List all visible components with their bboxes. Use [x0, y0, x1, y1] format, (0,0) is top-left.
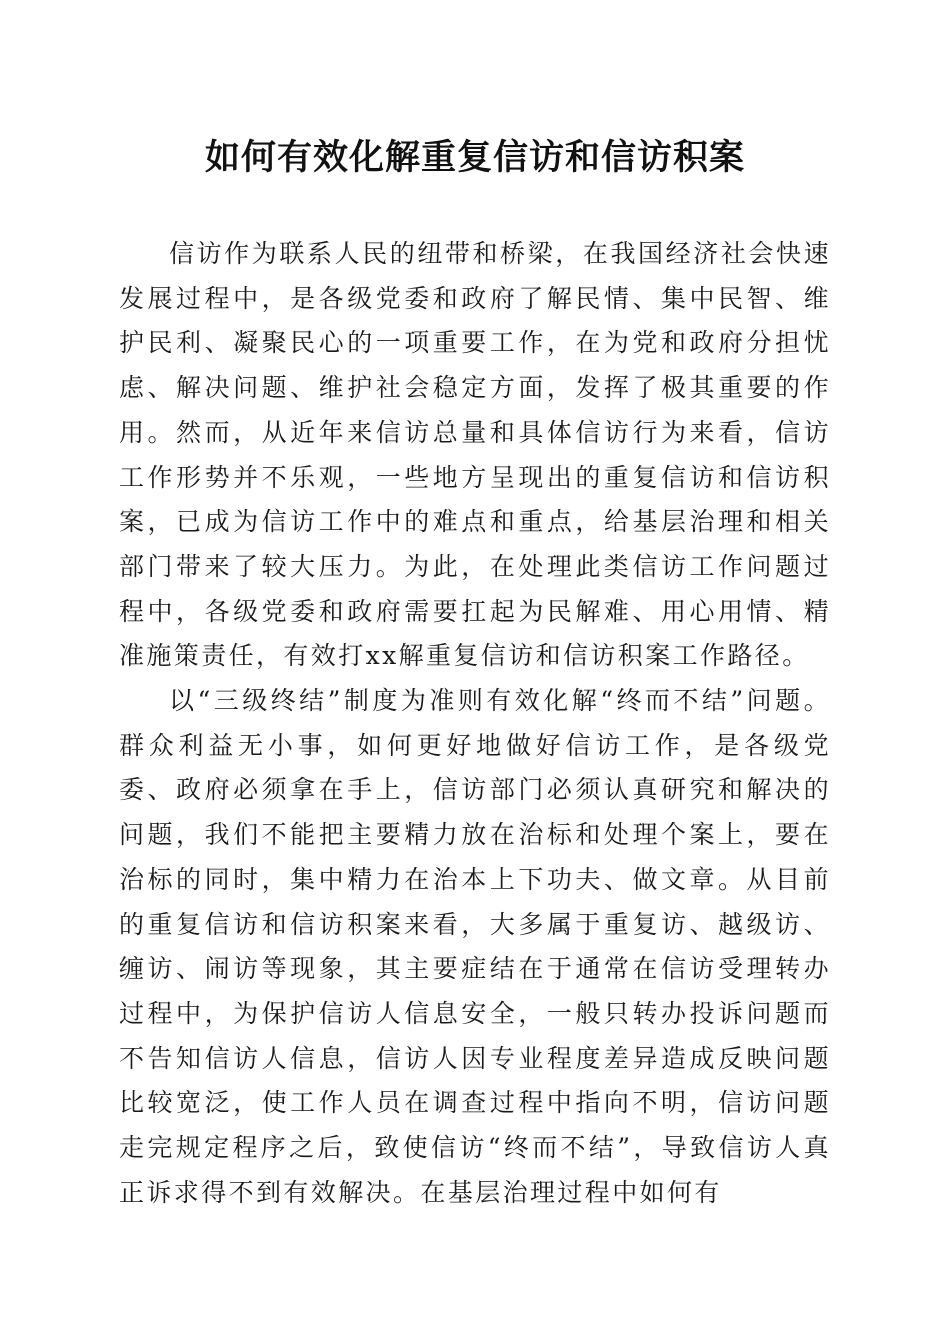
- document-body: [119, 232, 831, 1215]
- paragraph-2: 以“三级终结”制度为准则有效化解“终而不结”问题。群众利益无小事，如何更好地做好信访工作，是各级党委、政府必须拿在手上，信访部门必须认真研究和解决的问题，我们不能把主要精力放在治标和处理个案上，要在治标的同时，集中精力在治本上下功夫、做文章。从目前的重复信访和信访积案来看，大多属于重复访、越级访、缠访、闹访等现象，其主要症结在于通常在信访受理转办过程中，为保护信访人信息安全，一般只转办投诉问题而不告知信访人信息，信访人因专业程度差异造成反映问题比较宽泛，使工作人员在调查过程中指向不明，信访问题走完规定程序之后，致使信访“终而不结”，导致信访人真正诉求得不到有效解决。在基层治理过程中如何有: [119, 686, 831, 1207]
- paragraph-1: 信访作为联系人民的纽带和桥梁，在我国经济社会快速发展过程中，是各级党委和政府了解民情、集中民智、维护民利、凝聚民心的一项重要工作，在为党和政府分担忧虑、解决问题、维护社会稳定方面，发挥了极其重要的作用。然而，从近年来信访总量和具体信访行为来看，信访工作形势并不乐观，一些地方呈现出的重复信访和信访积案，已成为信访工作中的难点和重点，给基层治理和相关部门带来了较大压力。为此，在处理此类信访工作问题过程中，各级党委和政府需要扛起为民解难、用心用情、精准施策责任，有效打xx解重复信访和信访积案工作路径。: [119, 239, 831, 671]
- document-title: 如何有效化解重复信访和信访积案: [204, 137, 745, 178]
